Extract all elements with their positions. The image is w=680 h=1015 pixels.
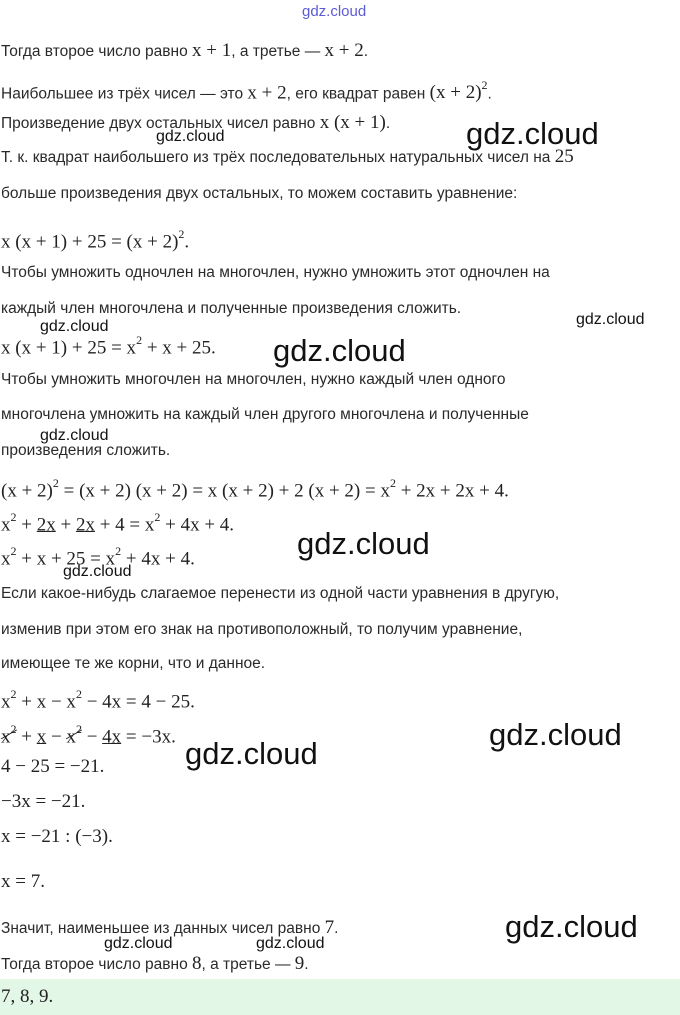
exponent: 2 xyxy=(136,333,143,347)
text-line xyxy=(1,954,309,975)
text-line xyxy=(1,620,522,640)
math: + x + 25 = x xyxy=(16,548,116,570)
exponent: 2 xyxy=(10,544,17,558)
text: Если какое-нибудь слагаемое перенести из одной части уравнения в другую, xyxy=(1,585,560,602)
exponent: 2 xyxy=(389,476,396,490)
text-line xyxy=(1,77,492,104)
exponent: 2 xyxy=(154,510,161,524)
math: x xyxy=(1,726,11,748)
math: x + 2 xyxy=(247,82,287,104)
text: изменив при этом его знак на противоположный, то получим уравнение, xyxy=(1,621,523,638)
math: 8 xyxy=(192,953,202,974)
math: + 4 = x xyxy=(94,514,155,536)
math: x = 7. xyxy=(1,871,45,892)
watermark: gdz.cloud xyxy=(576,311,645,328)
watermark: gdz.cloud xyxy=(156,128,225,145)
underlined-term: 2x xyxy=(75,514,95,536)
math: x xyxy=(1,691,11,713)
math: + xyxy=(16,514,37,536)
math: x + 1 xyxy=(192,40,232,61)
exponent: 2 xyxy=(52,476,59,490)
text: каждый член многочлена и полученные произведения сложить. xyxy=(1,300,462,317)
watermark: gdz.cloud xyxy=(63,563,132,580)
watermark: gdz.cloud xyxy=(505,909,638,944)
text: Чтобы умножить одночлен на многочлен, нужно умножить этот одночлен на xyxy=(1,264,550,281)
watermark: gdz.cloud xyxy=(185,736,318,771)
equation xyxy=(1,792,85,812)
text-line xyxy=(1,441,170,461)
exponent: 2 xyxy=(10,510,17,524)
text: Тогда второе число равно xyxy=(1,43,193,60)
exponent: 2 xyxy=(115,544,122,558)
equation xyxy=(1,721,176,747)
text: , а третье — xyxy=(231,43,325,60)
equation xyxy=(1,226,189,252)
math: x (x + 1) + 25 = (x + 2) xyxy=(1,231,179,253)
answer: 7, 8, 9. xyxy=(1,986,54,1007)
math: x xyxy=(1,514,11,536)
site-header[interactable]: gdz.cloud xyxy=(302,3,367,20)
watermark: gdz.cloud xyxy=(273,333,406,368)
answer-box xyxy=(0,979,680,1015)
struck-term xyxy=(1,721,17,747)
text: произведения сложить. xyxy=(1,442,171,459)
text: Чтобы умножить многочлен на многочлен, нужно каждый член одного xyxy=(1,371,506,388)
math: (x + 2) xyxy=(1,480,53,502)
math: + xyxy=(16,726,37,748)
text-line xyxy=(1,654,265,674)
text-line xyxy=(1,299,461,319)
math: x = −21 : (−3). xyxy=(1,826,113,847)
math: + 2x + 2x + 4. xyxy=(395,480,509,502)
watermark: gdz.cloud xyxy=(466,116,599,151)
exponent: 2 xyxy=(10,687,17,701)
text-line xyxy=(1,263,550,283)
math: x (x + 1) xyxy=(319,112,386,133)
exponent: 2 xyxy=(481,78,488,92)
text: . xyxy=(385,115,391,132)
text-line xyxy=(1,184,517,204)
underlined-term: 2x xyxy=(36,514,56,536)
math: + x + 25. xyxy=(142,337,216,359)
math: − xyxy=(46,726,67,748)
math: x xyxy=(66,726,76,748)
math: − xyxy=(81,726,103,748)
watermark: gdz.cloud xyxy=(256,935,325,952)
math: x xyxy=(1,548,11,570)
equation xyxy=(1,475,509,501)
text: Наибольшее из трёх чисел — это xyxy=(1,85,248,103)
math: 9 xyxy=(294,953,305,974)
struck-term xyxy=(66,721,82,747)
equation xyxy=(1,827,113,847)
text: многочлена умножить на каждый член другого многочлена и полученные xyxy=(1,406,529,423)
equation xyxy=(1,872,45,892)
text-line xyxy=(1,405,529,425)
math: 7 xyxy=(324,917,335,938)
exponent: 2 xyxy=(75,687,82,701)
exponent: 2 xyxy=(75,722,82,736)
math: + x − x xyxy=(16,691,76,713)
math: + 4x + 4. xyxy=(121,548,195,570)
text: . xyxy=(363,43,369,60)
equation xyxy=(1,757,104,777)
exponent: 2 xyxy=(178,227,185,241)
text: . xyxy=(334,920,339,937)
math: . xyxy=(184,231,190,253)
math: x (x + 1) + 25 = x xyxy=(1,337,137,359)
watermark: gdz.cloud xyxy=(104,935,173,952)
watermark: gdz.cloud xyxy=(40,318,109,335)
equation xyxy=(1,686,195,712)
watermark: gdz.cloud xyxy=(489,717,622,752)
text: . xyxy=(304,956,309,973)
text-line xyxy=(1,370,505,390)
text: Т. к. квадрат наибольшего из трёх последовательных натуральных чисел на xyxy=(1,149,555,166)
math: + 4x + 4. xyxy=(160,514,235,536)
exponent: 2 xyxy=(10,722,17,736)
equation xyxy=(1,509,234,535)
watermark: gdz.cloud xyxy=(297,526,430,561)
text: Тогда второе число равно xyxy=(1,956,193,973)
underlined-term: x xyxy=(36,726,47,748)
math: 25 xyxy=(554,146,574,167)
math: x + 2 xyxy=(324,40,364,61)
text: , его квадрат равен xyxy=(286,85,430,103)
math: = −3x. xyxy=(121,726,176,748)
text: Значит, наименьшее из данных чисел равно xyxy=(1,920,325,937)
text-line xyxy=(1,584,559,604)
text: имеющее те же корни, что и данное. xyxy=(1,655,266,672)
math: − 4x = 4 − 25. xyxy=(81,691,195,713)
math: (x + 2) xyxy=(429,82,482,104)
underlined-term: 4x xyxy=(102,726,122,748)
equation xyxy=(1,332,216,358)
text: . xyxy=(487,85,492,103)
text: больше произведения двух остальных, то можем составить уравнение: xyxy=(1,185,518,202)
watermark: gdz.cloud xyxy=(40,427,109,444)
math: = (x + 2) (x + 2) = x (x + 2) + 2 (x + 2) = x xyxy=(58,480,390,502)
text: , а третье — xyxy=(201,956,295,973)
math: + xyxy=(55,514,76,536)
text-line xyxy=(1,41,368,62)
math: −3x = −21. xyxy=(1,791,86,812)
math: 4 − 25 = −21. xyxy=(1,756,105,777)
text: Произведение двух остальных чисел равно xyxy=(1,115,320,132)
